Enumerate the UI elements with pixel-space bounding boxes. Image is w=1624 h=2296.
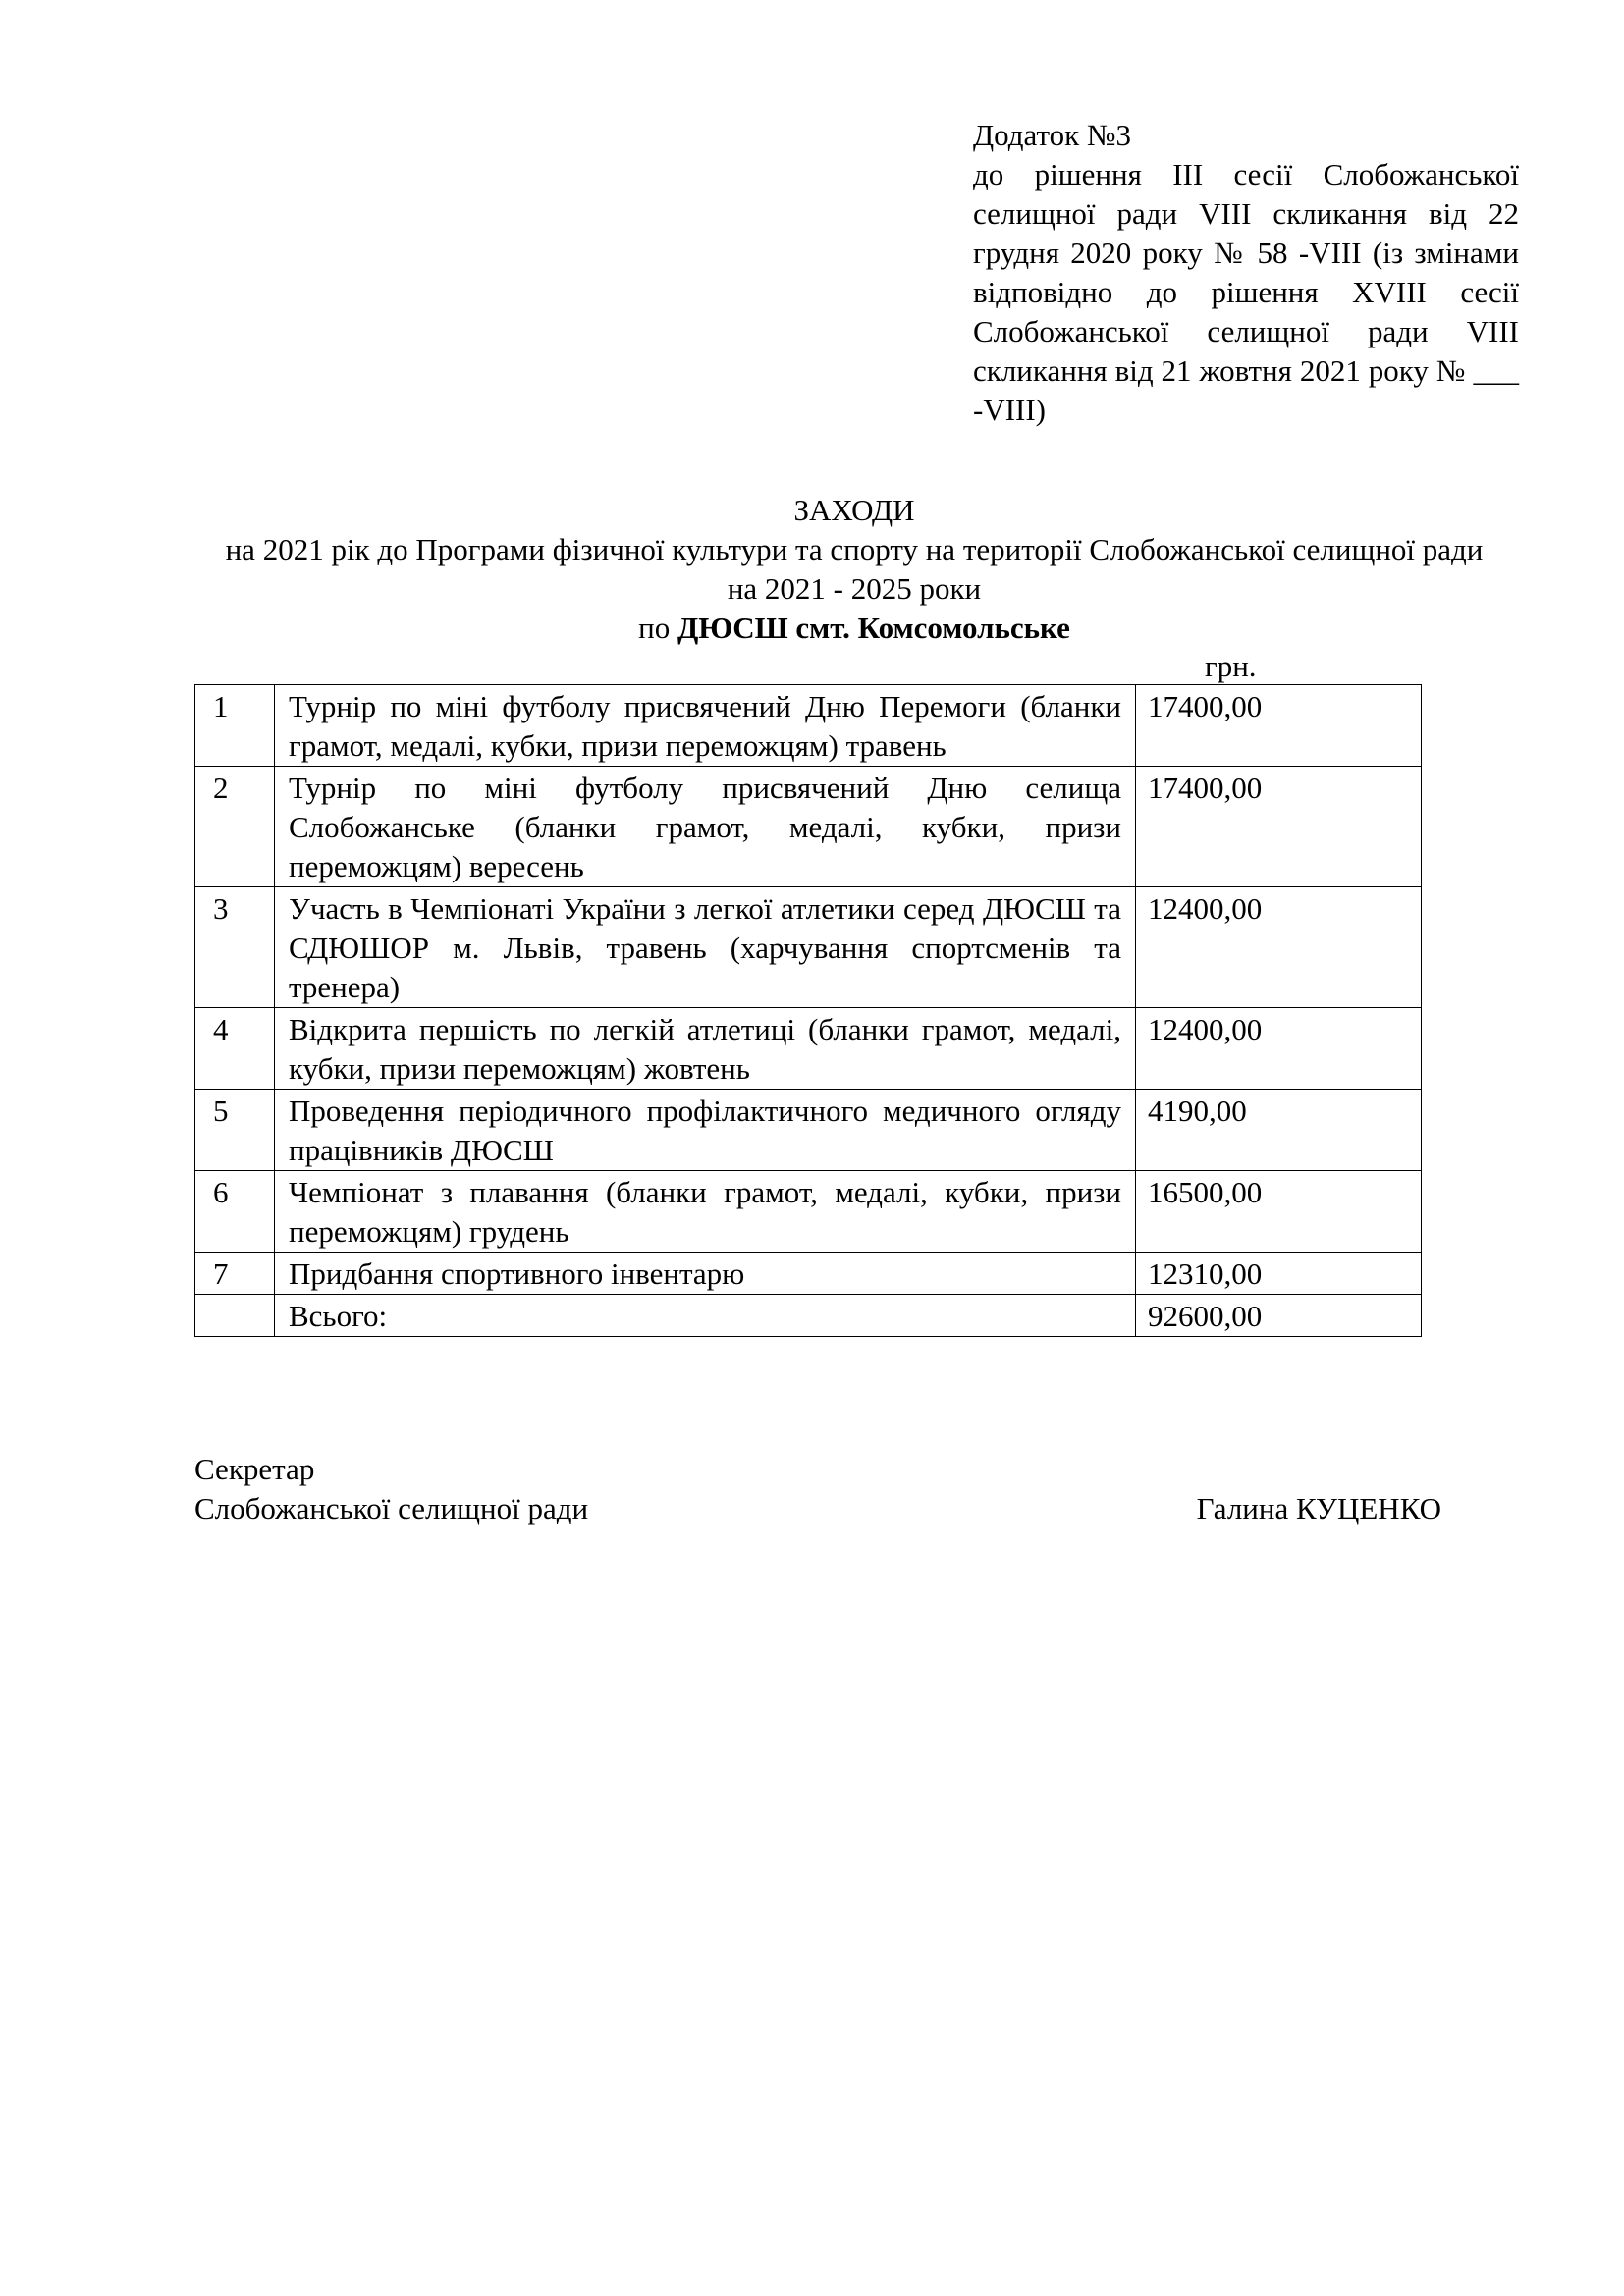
row-number: 5 (195, 1090, 275, 1171)
row-description: Участь в Чемпіонаті України з легкої атлетики серед ДЮСШ та СДЮШОР м. Львів, травень (харчування спортсменів та тренера) (275, 887, 1136, 1008)
signatory-name: Галина КУЦЕНКО (1196, 1491, 1441, 1525)
table-row (195, 1008, 1422, 1090)
row-number: 4 (195, 1008, 275, 1090)
row-description: Чемпіонат з плавання (бланки грамот, медалі, кубки, призи переможцям) грудень (275, 1171, 1136, 1253)
signatory-position-line1: Секретар (194, 1452, 315, 1486)
row-number: 2 (195, 767, 275, 887)
row-description: Проведення періодичного профілактичного медичного огляду працівників ДЮСШ (275, 1090, 1136, 1171)
row-amount: 12310,00 (1136, 1253, 1422, 1295)
row-number: 1 (195, 685, 275, 767)
row-amount: 16500,00 (1136, 1171, 1422, 1253)
currency-label: грн. (1205, 649, 1257, 683)
row-description: Турнір по міні футболу присвячений Дню селища Слобожанське (бланки грамот, медалі, кубки, призи переможцям) вересень (275, 767, 1136, 887)
measures-table (194, 684, 1422, 1337)
document-organization (177, 609, 1532, 648)
row-amount: 17400,00 (1136, 767, 1422, 887)
row-amount: 12400,00 (1136, 1008, 1422, 1090)
document-subtitle: на 2021 рік до Програми фізичної культури та спорту на території Слобожанської селищної ради на 2021 - 2025 роки (225, 532, 1484, 606)
row-number: 3 (195, 887, 275, 1008)
row-number: 6 (195, 1171, 275, 1253)
total-number (195, 1295, 275, 1337)
table-total-row (195, 1295, 1422, 1337)
table-row (195, 685, 1422, 767)
row-amount: 4190,00 (1136, 1090, 1422, 1171)
organization-name: ДЮСШ смт. Комсомольське (677, 611, 1070, 645)
table-row (195, 767, 1422, 887)
total-label: Всього: (275, 1295, 1136, 1337)
signatory-position-line2: Слобожанської селищної ради (194, 1491, 589, 1525)
row-amount: 12400,00 (1136, 887, 1422, 1008)
document-heading (177, 491, 1532, 648)
signature-block (194, 1450, 1441, 1528)
appendix-text: до рішення ІІІ сесії Слобожанської селищної ради VIII скликання від 22 грудня 2020 року № 58 -VIII (із змінами відповідно до рішення XVIII сесії Слобожанської селищної ради VIII скликання від 21 жовтня 2021 року № ___ -VIII) (973, 157, 1519, 427)
table-row (195, 1090, 1422, 1171)
row-amount: 17400,00 (1136, 685, 1422, 767)
appendix-note (973, 116, 1519, 430)
table-row (195, 1253, 1422, 1295)
row-description: Придбання спортивного інвентарю (275, 1253, 1136, 1295)
row-description: Турнір по міні футболу присвячений Дню Перемоги (бланки грамот, медалі, кубки, призи переможцям) травень (275, 685, 1136, 767)
row-number: 7 (195, 1253, 275, 1295)
organization-prefix: по (638, 611, 671, 645)
row-description: Відкрита першість по легкій атлетиці (бланки грамот, медалі, кубки, призи переможцям) жовтень (275, 1008, 1136, 1090)
table-row (195, 887, 1422, 1008)
total-amount: 92600,00 (1136, 1295, 1422, 1337)
document-title: ЗАХОДИ (793, 493, 915, 527)
appendix-title: Додаток №3 (973, 118, 1132, 152)
signature-row (194, 1489, 1441, 1528)
table-row (195, 1171, 1422, 1253)
